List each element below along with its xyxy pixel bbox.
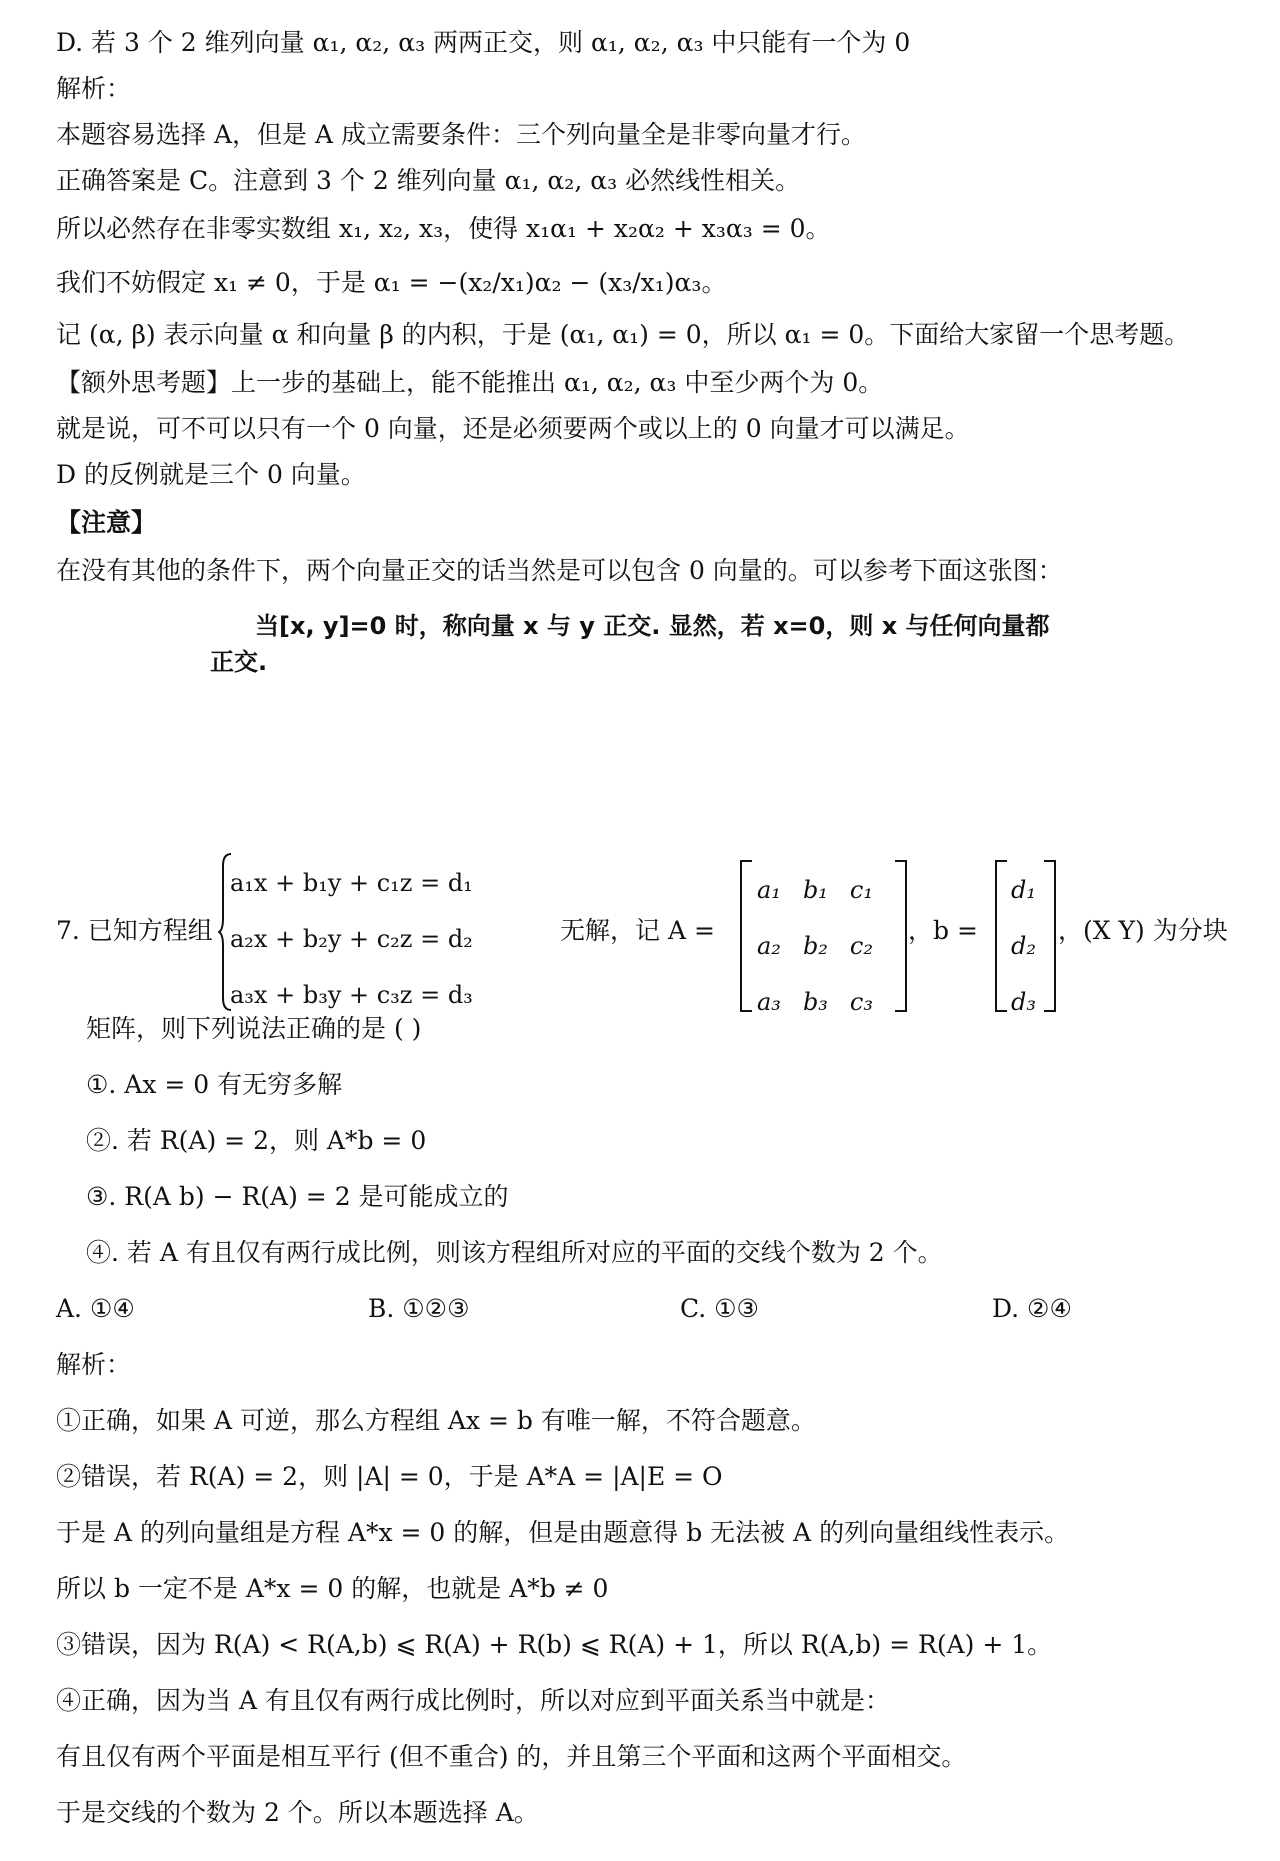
solution-line: 于是 A 的列向量组是方程 A*x = 0 的解，但是由题意得 b 无法被 A 的列向量组线性表示。: [56, 1518, 1070, 1547]
solution-line: 于是交线的个数为 2 个。所以本题选择 A。: [56, 1798, 539, 1827]
solution-line: ②错误，若 R(A) = 2，则 |A| = 0，于是 A*A = |A|E = O: [56, 1462, 723, 1491]
matrix-cell: a₂: [757, 932, 781, 960]
equation: a₁x + b₁y + c₁z = d₁: [230, 869, 473, 897]
matrix-cell: c₁: [849, 876, 873, 904]
quoted-definition-line: 当[x, y]=0 时，称向量 x 与 y 正交. 显然，若 x=0，则 x 与任何向量都: [255, 612, 1050, 640]
analysis-heading: 解析：: [56, 74, 132, 103]
choice-d: D. ②④: [992, 1294, 1072, 1323]
question-mid: 无解，记 A =: [560, 916, 715, 945]
paragraph: 就是说，可不可以只有一个 0 向量，还是必须要两个或以上的 0 向量才可以满足。: [56, 414, 970, 443]
paragraph: 在没有其他的条件下，两个向量正交的话当然是可以包含 0 向量的。可以参考下面这张图：: [56, 556, 1063, 585]
equation: a₃x + b₃y + c₃z = d₃: [230, 981, 473, 1009]
question-lead: 7. 已知方程组: [56, 916, 213, 945]
question-line: 矩阵，则下列说法正确的是 ( ): [86, 1014, 422, 1043]
solution-line: 有且仅有两个平面是相互平行 (但不重合) 的，并且第三个平面和这两个平面相交。: [56, 1742, 967, 1771]
bracket-right: [1044, 860, 1056, 1012]
vector-cell: d₃: [1011, 988, 1036, 1016]
bracket-right: [895, 860, 907, 1012]
solution-line: 所以 b 一定不是 A*x = 0 的解，也就是 A*b ≠ 0: [56, 1574, 609, 1603]
matrix-cell: b₃: [802, 988, 828, 1016]
solution-line: ④正确，因为当 A 有且仅有两行成比例时，所以对应到平面关系当中就是：: [56, 1686, 890, 1715]
matrix-cell: c₂: [849, 932, 873, 960]
choice-b: B. ①②③: [368, 1294, 470, 1323]
vector-cell: d₁: [1011, 876, 1036, 904]
choice-c: C. ①③: [680, 1294, 759, 1323]
paragraph: 本题容易选择 A，但是 A 成立需要条件：三个列向量全是非零向量才行。: [56, 120, 866, 149]
statement-item: ①. Ax = 0 有无穷多解: [86, 1070, 343, 1099]
paragraph: 所以必然存在非零实数组 x₁, x₂, x₃，使得 x₁α₁ + x₂α₂ + x₃α₃ = 0。: [56, 214, 831, 243]
paragraph: 我们不妨假定 x₁ ≠ 0，于是 α₁ = −(x₂/x₁)α₂ − (x₃/x₁)α₃。: [56, 268, 727, 297]
paragraph: 记 (α, β) 表示向量 α 和向量 β 的内积，于是 (α₁, α₁) = 0，所以 α₁ = 0。下面给大家留一个思考题。: [56, 320, 1190, 349]
matrix-cell: c₃: [849, 988, 873, 1016]
statement-item: ③. R(A b) − R(A) = 2 是可能成立的: [86, 1182, 509, 1211]
statement-item: ②. 若 R(A) = 2，则 A*b = 0: [86, 1126, 427, 1155]
option-d-text: D. 若 3 个 2 维列向量 α₁, α₂, α₃ 两两正交，则 α₁, α₂, α₃ 中只能有一个为 0: [56, 28, 911, 57]
quoted-definition-line: 正交.: [210, 648, 268, 676]
equation: a₂x + b₂y + c₂z = d₂: [230, 925, 473, 953]
analysis-heading: 解析：: [56, 1350, 132, 1379]
question-tail: ，(X Y) 为分块: [1058, 916, 1228, 945]
equation-system: [230, 855, 473, 1023]
choice-a: A. ①④: [56, 1294, 135, 1323]
matrix-a: [746, 862, 884, 1030]
note-heading: 【注意】: [56, 508, 157, 537]
matrix-cell: b₂: [802, 932, 828, 960]
vector-cell: d₂: [1011, 932, 1036, 960]
question-b-label: ，b =: [908, 916, 978, 945]
paragraph: D 的反例就是三个 0 向量。: [56, 460, 366, 489]
vector-b: [1000, 862, 1047, 1030]
solution-line: ③错误，因为 R(A) < R(A,b) ⩽ R(A) + R(b) ⩽ R(A) + 1，所以 R(A,b) = R(A) + 1。: [56, 1630, 1053, 1659]
matrix-cell: b₁: [802, 876, 828, 904]
matrix-cell: a₃: [757, 988, 781, 1016]
statement-item: ④. 若 A 有且仅有两行成比例，则该方程组所对应的平面的交线个数为 2 个。: [86, 1238, 943, 1267]
paragraph: 正确答案是 C。注意到 3 个 2 维列向量 α₁, α₂, α₃ 必然线性相关。: [56, 166, 801, 195]
solution-line: ①正确，如果 A 可逆，那么方程组 Ax = b 有唯一解，不符合题意。: [56, 1406, 816, 1435]
matrix-cell: a₁: [757, 876, 781, 904]
paragraph: 【额外思考题】上一步的基础上，能不能推出 α₁, α₂, α₃ 中至少两个为 0。: [56, 368, 884, 397]
